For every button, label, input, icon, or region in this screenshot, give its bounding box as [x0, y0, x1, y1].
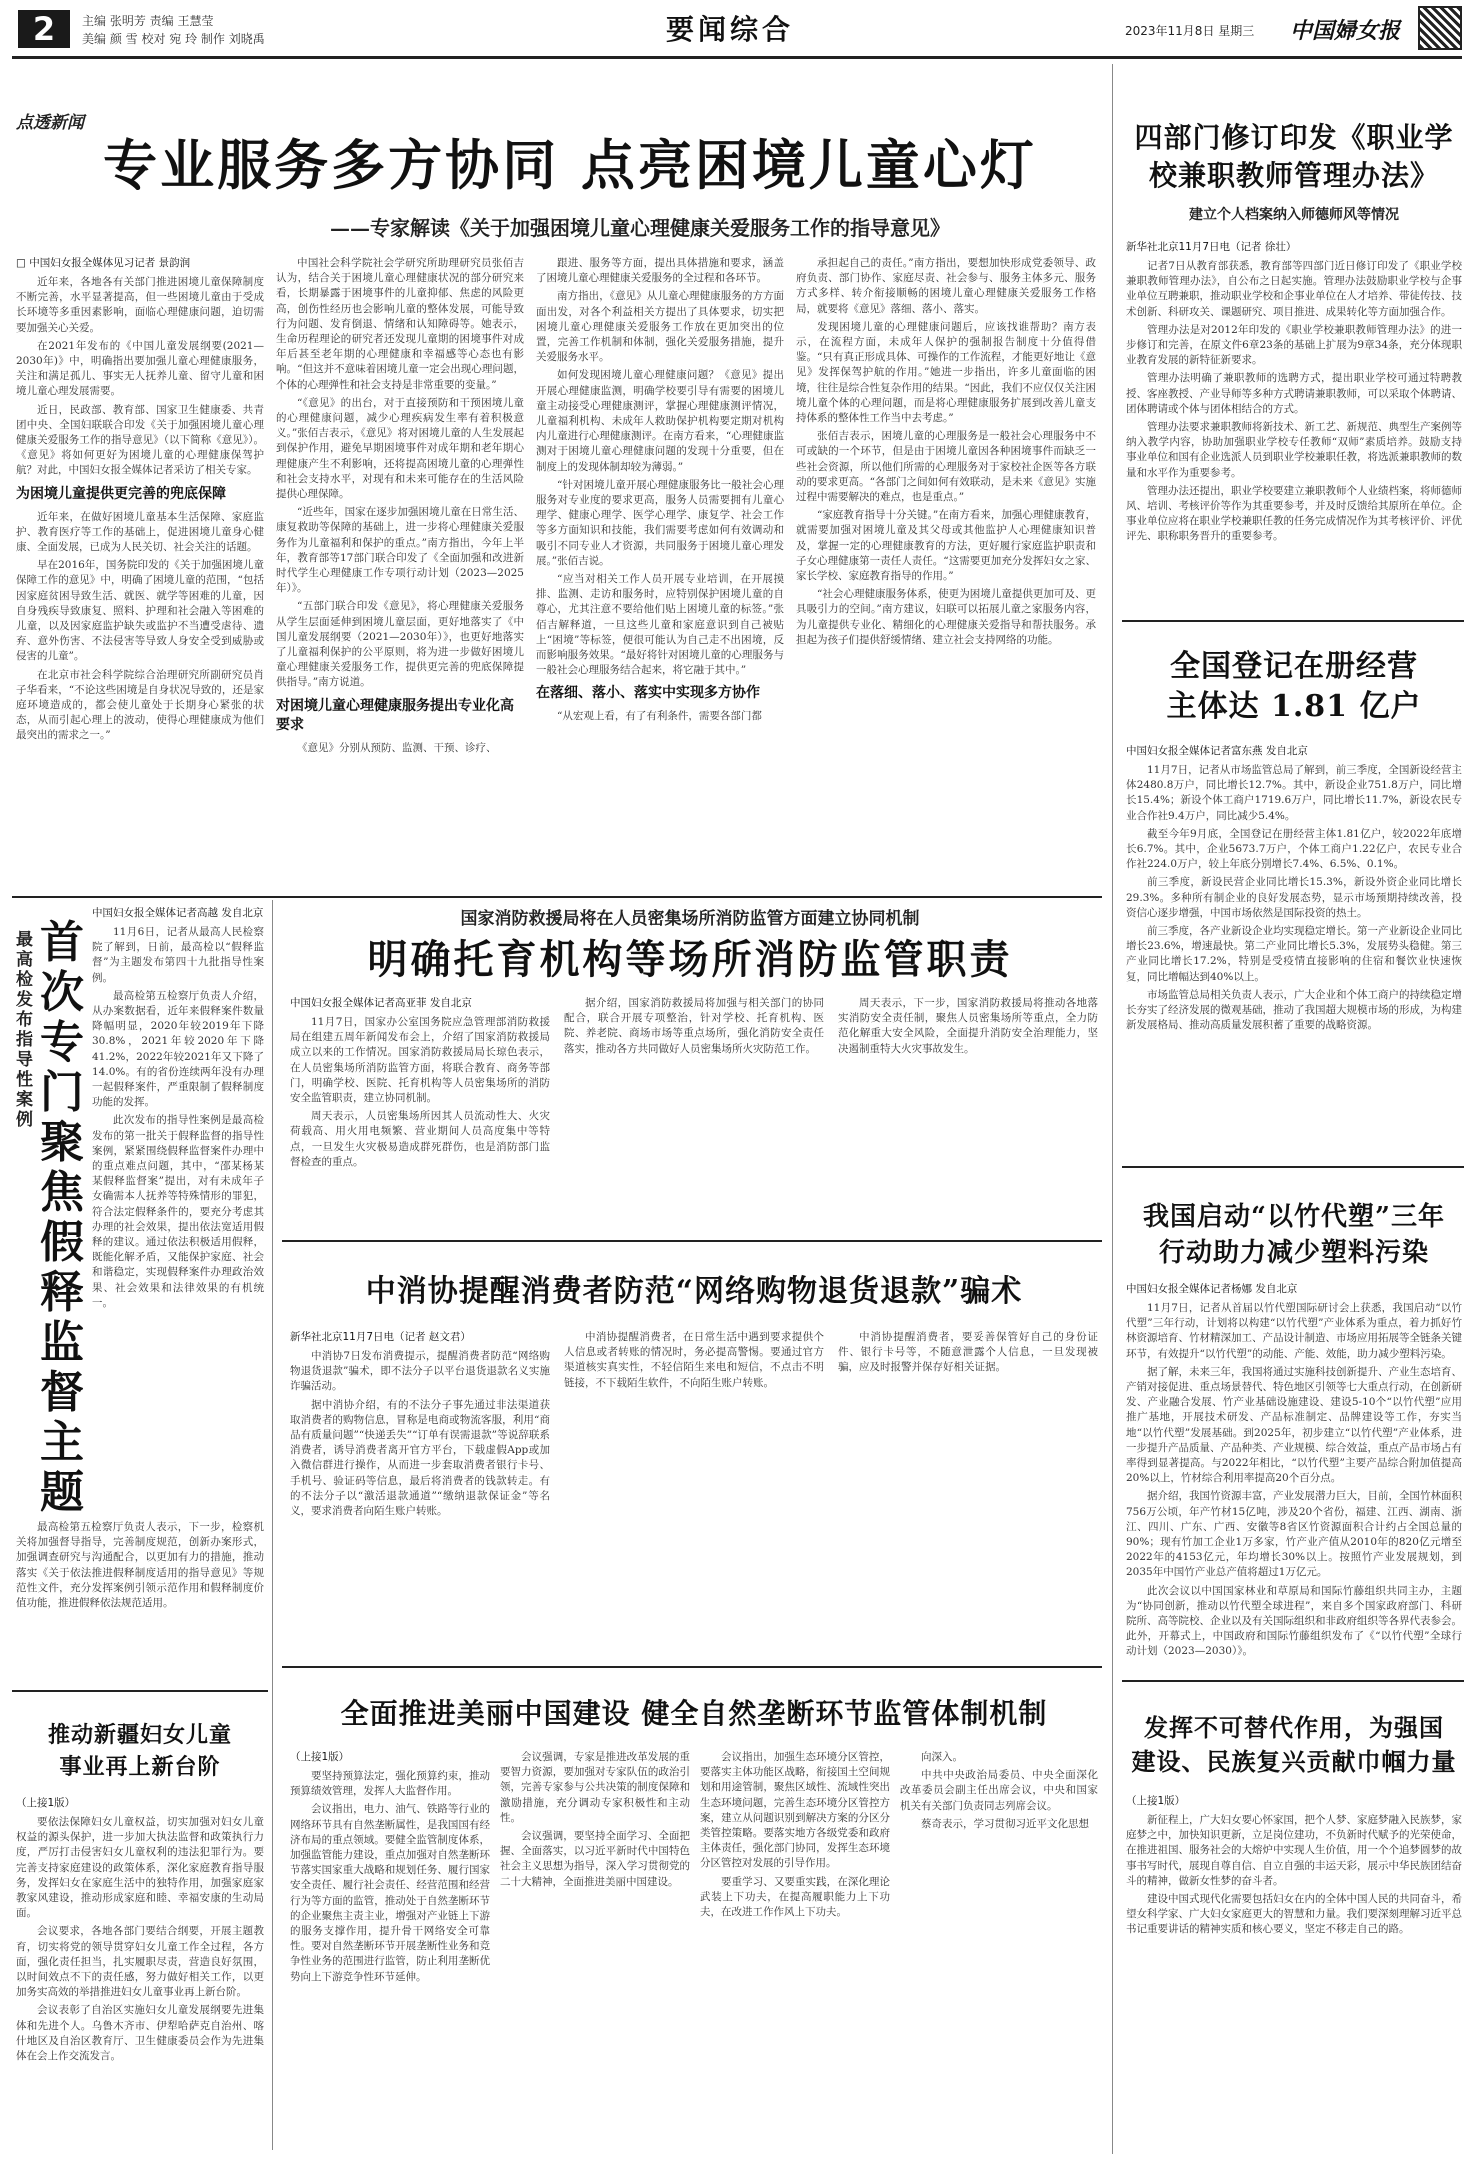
rc1-paragraph: 管理办法明确了兼职教师的选聘方式，提出职业学校可通过特聘教授、客座教授、产业导师等多种方式聘请兼职教师，可以采取个体聘请、团体聘请或个体与团体相结合的方式。 [1126, 372, 1462, 415]
rc3-body [1126, 1282, 1462, 1668]
paper-logo: 中国婦女报 [1290, 18, 1401, 44]
xinjiang-paragraph: 要依法保障妇女儿童权益，切实加强对妇女儿童权益的源头保护，进一步加大执法监督和政策执行力度，严厉打击侵害妇女儿童权利的违法犯罪行为。要完善支持家庭建设的政策体系，深化家庭教育指导服务，发挥妇女在家庭生活中的独特作用，加强家庭家教家风建设，推动形成家庭和睦、幸福安康的生动局面。 [16, 1816, 264, 1920]
consumer-column-2 [564, 1330, 824, 1658]
left-feature-paragraph: 11月6日，记者从最高人民检察院了解到，日前，最高检以“假释监督”为主题发布第四十九批指导性案例。 [92, 926, 264, 984]
consumer-headline: 中消协提醒消费者防范“网络购物退货退款”骗术 [365, 1274, 1023, 1309]
focus-column-2 [276, 256, 524, 888]
consumer-paragraph: 中消协7日发布消费提示，提醒消费者防范“网络购物退货退款”骗术，即不法分子以平台退货退款名义实施诈骗活动。 [290, 1350, 550, 1393]
rc1-paragraph: 管理办法还提出，职业学校要建立兼职教师个人业绩档案，将师德师风、培训、考核评价等作为其重要参考，并及时反馈给其原所在单位。企事业单位应将在职业学校兼职任教的任务完成情况作为其考核评价、评优评先、职称职务晋升的重要参考。 [1126, 484, 1462, 543]
rc3-paragraph: 此次会议以中国国家林业和草原局和国际竹藤组织共同主办，主题为“协同创新，推动以竹代塑全球进程”，来自多个国家政府部门、科研院所、高等院校、企业以及有关国际组织和非政府组织等各界代表参会。此外，开幕式上，中国政府和国际竹藤组织发布了《“以竹代塑”全球行动计划（2023—2030）》。 [1126, 1584, 1462, 1658]
rc1-headline-line1: 四部门修订印发《职业学 [1134, 121, 1454, 154]
rc2-paragraph: 前三季度，新设民营企业同比增长15.3%，新设外资企业同比增长29.3%。多种所有制企业的良好发展态势，显示市场预期持续改善，投资信心逐步增强，中国市场依然是国际投资的热土。 [1126, 876, 1462, 919]
rc4-headline-line1: 发挥不可替代作用，为强国 [1144, 1713, 1444, 1742]
eco-lead: （上接1版） [290, 1751, 350, 1763]
rc3-paragraph: 11月7日，记者从首届以竹代塑国际研讨会上获悉，我国启动“以竹代塑”三年行动，计划将以构建“以竹代塑”产业体系为重点，着力抓好竹林资源培育、竹材精深加工、产品设计制造、市场应用拓展等全链条关键环节，有效提升“以竹代塑”的动能、产能、效能，助力减少塑料污染。 [1126, 1302, 1462, 1360]
masthead-rule [12, 56, 1462, 59]
rc1-headline-line2: 校兼职教师管理办法》 [1148, 159, 1439, 192]
focus-paragraph: 近日，民政部、教育部、国家卫生健康委、共青团中央、全国妇联联合印发《关于加强困境儿童心理健康关爱服务工作的指导意见》（以下简称《意见》）。《意见》将如何更好为困境儿童的心理健康保驾护航？对此，中国妇女报全媒体记者采访了相关专家。 [16, 403, 264, 477]
rc3-headline-line2: 行动助力减少塑料污染 [1158, 1238, 1429, 1268]
rc4-headline-line2: 建设、民族复兴贡献巾帼力量 [1131, 1747, 1457, 1776]
xinjiang-body [16, 1796, 264, 2154]
fire-paragraph: 11月7日，国家办公室国务院应急管理部消防救援局在组建五周年新闻发布会上，介绍了国家消防救援局成立以来的工作情况。国家消防救援局局长琼色表示，在人员密集场所消防监管方面，将联合教育、商务等部门，明确学校、医院、托育机构等人员密集场所的消防安全监管职责，建立协同机制。 [290, 1016, 550, 1105]
xinjiang-headline-line2: 事业再上新台阶 [59, 1754, 221, 1780]
eco-paragraph: 向深入。 [921, 1751, 963, 1763]
focus-paragraph: 近年来，在做好困境儿童基本生活保障、家庭监护、教育医疗等工作的基础上，促进困境儿童身心健康、全面发展，已成为人民关切、社会关注的话题。 [16, 510, 264, 554]
focus-paragraph: 南方指出，《意见》从儿童心理健康服务的方方面面出发，对各个利益相关方提出了具体要求，切实把困境儿童心理健康关爱服务工作放在更加突出的位置，完善工作机制和体制，强化关爱服务措施，提升关爱服务水平。 [536, 290, 784, 364]
xinjiang-paragraph: 会议表彰了自治区实施妇女儿童发展纲要先进集体和先进个人。乌鲁木齐市、伊犁哈萨克自治州、喀什地区及自治区教育厅、卫生健康委员会作为先进集体在会上作交流发言。 [16, 2004, 264, 2063]
rc2-paragraph: 截至今年9月底，全国登记在册经营主体1.81亿户，较2022年底增长6.7%。其中，企业5673.7万户，个体工商户1.22亿户，农民专业合作社224.0万户，较上年底分别增长7.4%、6.5%、0.1%。 [1126, 827, 1462, 871]
editors-line-1: 主编 张明芳 责编 王慧莹 [82, 14, 214, 28]
section-rule [282, 1240, 1102, 1242]
rc2-paragraph: 11月7日，记者从市场监管总局了解到，前三季度，全国新设经营主体2480.8万户，同比增长12.7%。其中，新设企业751.8万户，同比增长15.4%；新设个体工商户1719.6万户，同比增长11.7%，新设农民专业合作社9.4万户，同比减少5.4%。 [1126, 764, 1462, 822]
focus-column-3 [536, 256, 784, 888]
rc-rule [1122, 620, 1464, 622]
rc4-paragraph: 建设中国式现代化需要包括妇女在内的全体中国人民的共同奋斗，希望女科学家、广大妇女家庭更大的智慧和力量。我们要深刻理解习近平总书记重要讲话的精神实质和核心要义，坚定不移走自己的路。 [1126, 1893, 1462, 1936]
consumer-paragraph: 据中消协介绍，有的不法分子事先通过非法渠道获取消费者的购物信息，冒称是电商或物流客服，利用“商品有质量问题”“快递丢失”“订单有误需退款”等说辞联系消费者，诱导消费者离开官方平台，下载虚假App或加入微信群进行操作，从而进一步套取消费者银行卡号、手机号、验证码等信息，最后将消费者的钱款转走。有的不法分子以“激活退款通道”“缴纳退款保证金”等名义，要求消费者向陌生账户转账。 [290, 1398, 550, 1518]
focus-subheading: 对困境儿童心理健康服务提出专业化高要求 [276, 697, 514, 733]
focus-paragraph: “近些年，国家在逐步加强困境儿童在日常生活、康复救助等保障的基础上，进一步将心理健康关爱服务作为儿童福利和保护的重点。”南方指出，今年上半年，教育部等17部门联合印发了《全面加强和改进新时代学生心理健康工作专项行动计划（2023—2025年）》。 [276, 506, 524, 595]
rc1-paragraph: 记者7日从教育部获悉，教育部等四部门近日修订印发了《职业学校兼职教师管理办法》，自公布之日起实施。管理办法鼓励职业学校与企事业单位互聘兼职，推动职业学校和企事业单位在人才培养、带徒传技、技术创新、科研攻关、课题研究、项目推进、成果转化等方面加强合作。 [1126, 260, 1462, 318]
left-vertical-label: 最高检发布指导性案例 [16, 930, 33, 1130]
rc1-byline: 新华社北京11月7日电（记者 徐壮） [1126, 241, 1297, 253]
focus-headline: 专业服务多方协同 点亮困境儿童心灯 [103, 133, 1037, 197]
fire-paragraph: 周天表示，下一步，国家消防救援局将推动各地落实消防安全责任制，聚焦人员密集场所等重点，全力防范化解重大安全风险，全面提升消防安全治理能力，坚决遏制重特大火灾事故发生。 [838, 997, 1098, 1055]
xinjiang-headline-line1: 推动新疆妇女儿童 [47, 1722, 232, 1748]
rc3-paragraph: 据介绍，我国竹资源丰富，产业发展潜力巨大，目前，全国竹林面积756万公顷，年产竹材15亿吨，涉及20个省份，福建、江西、湖南、浙江、四川、广东、广西、安徽等8省区竹资源面积合计约占全国总量的90%；现有竹加工企业1万多家，竹产业产值从2010年的820亿元增至2022年的4153亿元，年均增长30%以上。按照竹产业发展规划，到2035年中国竹产业总产值将超过1万亿元。 [1126, 1490, 1462, 1579]
consumer-paragraph: 中消协提醒消费者，要妥善保管好自己的身份证件、银行卡号等，不随意泄露个人信息，一旦发现被骗，应及时报警并保存好相关证据。 [838, 1331, 1098, 1374]
focus-paragraph: “从宏观上看，有了有利条件，需要各部门都 [557, 710, 762, 723]
eco-paragraph: 蔡奇表示，学习贯彻习近平文化思想 [921, 1817, 1089, 1830]
focus-paragraph: “家庭教育指导十分关键。”在南方看来，加强心理健康教育，就需要加强对困境儿童及其父母或其他监护人心理健康知识普及，掌握一定的心理健康教育的方法，更好履行家庭监护职责和子女心理健康第一责任人责任。“这需要更加充分发挥妇女之家、家长学校、家庭教育指导的作用。” [796, 509, 1096, 583]
consumer-column-3 [838, 1330, 1098, 1658]
masthead [0, 0, 1472, 56]
eco-paragraph: 要重学习、又要重实践，在深化理论武装上下功夫，在提高履职能力上下功夫，在改进工作作风上下功夫。 [700, 1875, 890, 1919]
eco-paragraph: 会议指出，加强生态环境分区管控，要落实主体功能区战略，衔接国土空间规划和用途管制，聚焦区域性、流域性突出生态环境问题，完善生态环境分区管控方案，建立从问题识别到解决方案的分区分类管控策略。要落实地方各级党委和政府主体责任，强化部门协同，发挥生态环境分区管控对发展的引导作用。 [700, 1751, 890, 1870]
left-rule [12, 1690, 268, 1692]
eco-column-1 [290, 1750, 490, 2150]
focus-paragraph: 在北京市社会科学院综合治理研究所副研究员肖子华看来，“不论这些困境是自身状况导致的，还是家庭环境造成的，都会使儿童处于长期身心紧张的状态，从而引起心理上的波动，使得心理健康成为他们最突出的需求之一。” [16, 668, 264, 742]
eco-column-3 [700, 1750, 890, 2150]
column-divider [1112, 64, 1113, 2154]
rc2-body [1126, 744, 1462, 1160]
xinjiang-paragraph: 会议要求，各地各部门要结合纲要，开展主题教育，切实将党的领导贯穿妇女儿童工作全过程，各方面，强化责任担当，扎实履职尽责，营造良好氛围，以时间效点不下的责任感，努力做好相关工作，以更加务实高效的举措推进妇女儿童事业再上新台阶。 [16, 1925, 264, 1999]
issue-date: 2023年11月8日 星期三 [1125, 24, 1255, 38]
focus-column-1 [16, 256, 264, 888]
rc2-headline-line1: 全国登记在册经营 [1170, 649, 1418, 684]
focus-paragraph: 张佰吉表示，困境儿童的心理服务是一般社会心理服务中不可或缺的一个环节，但是由于困境儿童因各种困境事件而缺乏一些社会资源，所以他们所需的心理服务对于家校社企医等各方联动的要求更高。“各部门之间如何有效联动，是未来《意见》实施过程中需要解决的难点，也是重点。” [796, 430, 1096, 504]
xinjiang-lead: （上接1版） [16, 1797, 76, 1809]
rc1-paragraph: 管理办法要求兼职教师将新技术、新工艺、新规范、典型生产案例等纳入教学内容，协助加强职业学校专任教师“双师”素质培养。鼓励支持事业单位和国有企业选派人员到职业学校兼职任教，将选派兼职教师的数量和水平作为重要参考。 [1126, 421, 1462, 479]
focus-paragraph: 在2021年发布的《中国儿童发展纲要(2021—2030年)》中，明确指出要加强儿童心理健康服务，关注和满足孤儿、事实无人抚养儿童、留守儿童和困境儿童心理发展需要。 [16, 339, 264, 398]
left-feature-body-bottom [16, 1520, 264, 1680]
eco-paragraph: 会议指出，电力、油气、铁路等行业的网络环节具有自然垄断属性，是我国国有经济布局的重点领域。要健全监管制度体系，加强监管能力建设，重点加强对自然垄断环节落实国家重大战略和规划任务、履行国家安全责任、履行社会责任、经营范围和经营行为等方面的监管，推动处于自然垄断环节的企业聚焦主责主业，增强对产业链上下游的服务支撑作用，提升骨干网络安全可靠性。要对自然垄断环节开展垄断性业务和竞争性业务的范围进行监管，防止利用垄断优势向上下游竞争性环节延伸。 [290, 1803, 490, 1983]
fire-column-3 [838, 996, 1098, 1232]
rc2-byline: 中国妇女报全媒体记者富东燕 发自北京 [1126, 745, 1308, 757]
page-number: 2 [32, 10, 56, 48]
rc4-body [1126, 1794, 1462, 2154]
eco-paragraph: 中共中央政治局委员、中央全面深化改革委员会副主任出席会议，中央和国家机关有关部门负责同志列席会议。 [900, 1769, 1098, 1812]
rc4-paragraph: 新征程上，广大妇女要心怀家国，把个人梦、家庭梦融入民族梦，家庭梦之中，加快知识更新，立足岗位建功，不负新时代赋予的光荣使命，在推进祖国、服务社会的大熔炉中实现人生价值，用一个个追梦圆梦的故事书写时代，展现自尊自信、自立自强的丰运天彩，展示中华民族团结奋斗的精神，做新女性梦的奋斗者。 [1126, 1814, 1462, 1887]
eco-paragraph: 会议强调，专家是推进改革发展的重要智力资源，要加强对专家队伍的政治引领，完善专家参与公共决策的制度保障和激励措施，充分调动专家积极性和主动性。 [500, 1751, 690, 1824]
consumer-column-1 [290, 1330, 550, 1658]
focus-subheading: 为困境儿童提供更完善的兜底保障 [16, 485, 226, 502]
focus-paragraph: 发现困境儿童的心理健康问题后，应该找谁帮助？南方表示，在流程方面，未成年人保护的强制报告制度十分值得借鉴。“只有真正形成具体、可操作的工作流程，才能更好地让《意见》发挥保驾护航的作用。”她进一步指出，许多儿童面临的困境，往往是综合性复杂作用的结果。“因此，我们不应仅仅关注困境儿童个体的心理问题，而是将心理健康服务扩展到改善儿童支持体系的整体性工作当中去考虑。” [796, 320, 1096, 425]
eco-column-4 [900, 1750, 1098, 2150]
eco-paragraph: 要坚持预算法定，强化预算约束，推动预算绩效管理，发挥人大监督作用。 [290, 1770, 490, 1798]
focus-column-4 [796, 256, 1096, 888]
fire-column-1 [290, 996, 550, 1232]
column-divider [272, 900, 273, 2150]
left-feature-body-top [92, 906, 264, 1516]
left-feature-paragraph: 此次发布的指导性案例是最高检发布的第一批关于假释监督的指导性案例，紧紧围绕假释监督案件办理中的重点难点问题，其中，“邵某杨某某假释监督案”提出，对有未成年子女确需本人抚养等特殊情形的罪犯，符合法定假释条件的，要充分考虑其办理的社会效果，提出依法宽适用假释的建议。通过依法积极适用假释，既能化解矛盾，又能保护家庭、社会和谐稳定，实现假释案件办理政治效果、社会效果和法律效果的有机统一。 [92, 1114, 264, 1309]
focus-paragraph: 如何发现困境儿童心理健康问题？《意见》提出开展心理健康监测，明确学校要引导有需要的困境儿童主动接受心理健康测评，掌握心理健康测评情况，儿童福利机构、未成年人救助保护机构要定期对机构内儿童进行心理健康测评。在南方看来，“心理健康监测对于困境儿童心理健康问题的发现十分重要，但在制度上的发现体制却较为薄弱。” [536, 369, 784, 473]
qr-code-icon [1418, 6, 1462, 50]
focus-paragraph: 中国社会科学院社会学研究所助理研究员张佰吉认为，结合关于困境儿童心理健康状况的部分研究来看，长期暴露于困境事件的儿童抑郁、焦虑的风险更高，创伤性经历也会影响儿童的整体发展，可能导致行为问题、发育倒退、情绪和认知障碍等。她表示，生命历程理论的研究者还发现儿童期的困境事件对成年后甚至老年期的心理健康和幸福感等心态也有影响。“但这并不意味着困境儿童一定会出现心理问题，个体的心理弹性和社会支持是非常重要的变量。” [276, 257, 524, 391]
rc4-lead: （上接1版） [1126, 1795, 1186, 1807]
fire-paragraph: 据介绍，国家消防救援局将加强与相关部门的协同配合，联合开展专项整治，针对学校、托育机构、医院、养老院、商场市场等重点场所，强化消防安全责任落实，推动各方共同做好人员密集场所火灾防范工作。 [564, 997, 824, 1055]
fire-paragraph: 周天表示，人员密集场所因其人员流动性大、火灾荷载高、用火用电频繁、营业期间人员高度集中等特点，一旦发生火灾极易造成群死群伤，也是消防部门监督检查的重点。 [290, 1110, 550, 1168]
focus-paragraph: “应当对相关工作人员开展专业培训，在开展摸排、监测、走访和服务时，应特别保护困境儿童的自尊心，尤其注意不要给他们贴上困境儿童的标签。”张佰吉解释道，一旦这些儿童和家庭意识到自己被贴上“困境”等标签，便很可能认为自己走不出困境，反而影响服务效果。“最好将针对困境儿童的心理服务与一般社会心理服务结合起来，将它融于其中。” [536, 573, 784, 677]
fire-kicker: 国家消防救援局将在人员密集场所消防监管方面建立协同机制 [460, 909, 920, 929]
focus-paragraph: 《意见》分别从预防、监测、干预、诊疗、 [297, 741, 497, 754]
rc2-paragraph: 市场监管总局相关负责人表示，广大企业和个体工商户的持续稳定增长夯实了经济发展的微观基础，推动了我国超大规模市场的形成，为构建新发展格局、推动高质量发展积蓄了重要的战略资源。 [1126, 988, 1462, 1032]
focus-paragraph: 跟进、服务等方面，提出具体措施和要求，涵盖了困境儿童心理健康关爱服务的全过程和各环节。 [536, 257, 784, 285]
focus-subheading: 在落细、落小、落实中实现多方协作 [536, 685, 760, 702]
left-feature-paragraph: 最高检第五检察厅负责人表示，下一步，检察机关将加强督导指导，完善制度规范，创新办案形式，加强调查研究与沟通配合，以更加有力的措施，推动落实《关于依法推进假释制度适用的指导意见》等规范性文件，充分发挥案例引领示范作用和假释制度价值功能，推进假释依法规范适用。 [16, 1521, 264, 1610]
consumer-byline: 新华社北京11月7日电（记者 赵文君） [290, 1331, 471, 1343]
section-title: 要闻综合 [665, 13, 794, 46]
left-feature-headline: 首次专门聚焦假释监督主题 [40, 917, 84, 1518]
fire-headline: 明确托育机构等场所消防监管职责 [367, 936, 1013, 983]
left-feature-paragraph: 最高检第五检察厅负责人介绍，从办案数据看，近年来假释案件数量降幅明显，2020年较2019年下降30.8%，2021年较2020年下降41.2%，2022年较2021年又下降了14.0%。有的省份连续两年没有办理一起假释案件，严重限制了假释制度功能的发挥。 [92, 989, 264, 1109]
rc1-paragraph: 管理办法是对2012年印发的《职业学校兼职教师管理办法》的进一步修订和完善，在原文件6章23条的基础上扩展为9章34条，充分体现职业教育发展的新特征新要求。 [1126, 323, 1462, 367]
rc1-subtitle: 建立个人档案纳入师德师风等情况 [1189, 207, 1399, 223]
rc-rule [1122, 1680, 1464, 1682]
rc3-headline-line1: 我国启动“以竹代塑”三年 [1143, 1202, 1445, 1232]
focus-tag: 点透新闻 [16, 113, 84, 133]
focus-paragraph: 承担起自己的责任。”南方指出，要想加快形成党委领导、政府负责、部门协作、家庭尽责、社会参与、服务主体多元、服务方式多样、转介衔接顺畅的困境儿童心理健康关爱服务工作格局，就要将《意见》落细、落小、落实。 [796, 257, 1096, 315]
focus-paragraph: 早在2016年，国务院印发的《关于加强困境儿童保障工作的意见》中，明确了困境儿童的范围，“包括因家庭贫困导致生活、就医、就学等困难的儿童，因自身残疾导致康复、照料、护理和社会融入等困难的儿童，以及因家庭监护缺失或监护不当遭受虐待、遗弃、意外伤害、不法侵害等导致人身安全受到威胁或侵害的儿童”。 [16, 559, 264, 663]
rc2-headline-line2: 主体达 1.81 亿户 [1166, 689, 1422, 724]
section-rule [12, 896, 1102, 898]
focus-byline: □ 中国妇女报全媒体见习记者 景韵润 [16, 257, 191, 269]
rc3-paragraph: 据了解，未来三年，我国将通过实施科技创新提升、产业生态培育、产销对接促进、重点场景替代、特色地区引领等七大重点行动，在创新研发、产业融合发展、竹产业基础设施建设、建设5-10个“以竹代塑”应用推广基地，开展技术研发、产品标准制定、品牌建设等工作，夯实当地“以竹代塑”发展基础。到2025年，初步建立“以竹代塑”产业体系，进一步提升产品质量、产品种类、产业规模、综合效益，重点产品市场占有率得到显著提高。与2022年相比，“以竹代塑”主要产品综合附加值提高20%以上，竹材综合利用率提高20个百分点。 [1126, 1365, 1462, 1485]
eco-headline: 全面推进美丽中国建设 健全自然垄断环节监管体制机制 [340, 1697, 1048, 1730]
eco-paragraph: 会议强调，要坚持全面学习、全面把握、全面落实，以习近平新时代中国特色社会主义思想为指导，深入学习贯彻党的二十大精神，全面推进美丽中国建设。 [500, 1830, 690, 1888]
focus-paragraph: 近年来，各地各有关部门推进困境儿童保障制度不断完善，水平显著提高，但一些困境儿童由于受成长环境等多重因素影响，面临心理健康问题，迫切需要加强关心关爱。 [16, 276, 264, 334]
fire-byline: 中国妇女报全媒体记者高亚菲 发自北京 [290, 997, 472, 1009]
fire-column-2 [564, 996, 824, 1232]
rc2-paragraph: 前三季度，各产业新设企业均实现稳定增长。第一产业新设企业同比增长23.6%，增速最快。第二产业同比增长5.3%，发展势头稳健。第三产业同比增长17.2%，特别是受疫情直接影响的住宿和餐饮业快速恢复，同比增幅达到40%以上。 [1126, 925, 1462, 983]
rc-rule [1122, 1166, 1464, 1168]
editors-line-2: 美编 颜 雪 校对 宛 玲 制作 刘晓禹 [82, 32, 265, 46]
rc3-byline: 中国妇女报全媒体记者杨娜 发自北京 [1126, 1283, 1298, 1295]
section-rule [282, 1666, 1102, 1668]
left-feature-byline: 中国妇女报全媒体记者高越 发自北京 [92, 907, 264, 919]
focus-paragraph: “五部门联合印发《意见》，将心理健康关爱服务从学生层面延伸到困境儿童层面，更好地落实了《中国儿童发展纲要（2021—2030年）》，也更好地落实了儿童福利保护的公平原则，将为进一步做好困境儿童心理健康关爱服务工作，提供更完善的兜底保障提供指导。”南方说道。 [276, 600, 524, 689]
focus-subtitle: ——专家解读《关于加强困境儿童心理健康关爱服务工作的指导意见》 [330, 216, 950, 240]
page-number-box [18, 10, 70, 48]
consumer-paragraph: 中消协提醒消费者，在日常生活中遇到要求提供个人信息或者转账的情况时，务必提高警惕。要通过官方渠道核实真实性，不轻信陌生来电和短信，不点击不明链接，不下载陌生软件，不向陌生账户转账。 [564, 1331, 824, 1389]
eco-column-2 [500, 1750, 690, 2150]
rc1-body [1126, 240, 1462, 614]
focus-paragraph: “社会心理健康服务体系，使更为困境儿童提供更加可及、更具吸引力的空间。”南方建议，妇联可以拓展儿童之家服务内容，为儿童提供专业化、精细化的心理健康关爱指导和帮扶服务。承担起为孩子们提供舒缓情绪、建立社会支持网络的功能。 [796, 588, 1096, 646]
focus-paragraph: “《意见》的出台，对于直接预防和干预困境儿童的心理健康问题，减少心理疾病发生率有着积极意义。”张佰吉表示，《意见》将对困境儿童的人生发展起到保护作用，避免早期困境事件对成年期和老年期心理健康产生不利影响，还将提高困境儿童的心理弹性和社会支持水平，对现有和未来可能存在的生活风险提供心理保障。 [276, 396, 524, 501]
focus-paragraph: “针对困境儿童开展心理健康服务比一般社会心理服务对专业度的要求更高，服务人员需要拥有儿童心理学、健康心理学、医学心理学、康复学、社会工作等多方面知识和技能，我们需要考虑如何有效调动和吸引不同专业人才资源，共同服务于困境儿童心理发展。”张佰吉说。 [536, 478, 784, 567]
